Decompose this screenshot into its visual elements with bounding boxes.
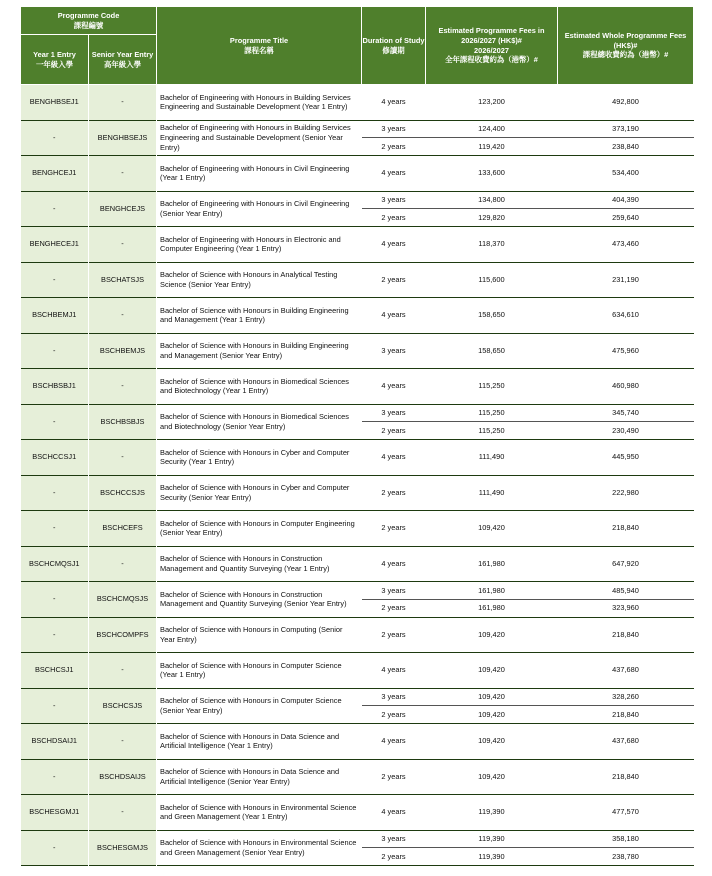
duration-label-zh: 修讀期 [382, 45, 405, 55]
table-row [21, 617, 694, 653]
whole-fee-cell: 404,390 [558, 191, 694, 209]
senior-entry-code: - [89, 440, 157, 476]
senior-entry-label: Senior Year Entry [91, 49, 154, 59]
annual-fee-label-zh: 全年課程收費約為（港幣）# [445, 55, 538, 65]
annual-fee-cell: 115,600 [426, 262, 558, 298]
programme-title: Bachelor of Science with Honours in Cyber and Computer Security (Year 1 Entry) [157, 440, 362, 476]
programme-title: Bachelor of Science with Honours in Biomedical Sciences and Biotechnology (Year 1 Entry) [157, 369, 362, 405]
annual-fee-cell: 123,200 [426, 85, 558, 121]
annual-fee-cell: 111,490 [426, 440, 558, 476]
senior-entry-code: BSCHCSJS [89, 688, 157, 724]
duration-cell: 3 years [362, 830, 426, 848]
senior-entry-code: BSCHCCSJS [89, 475, 157, 511]
table-row [21, 85, 694, 121]
year1-entry-code: BSCHBSBJ1 [21, 369, 89, 405]
year1-entry-code: BSCHCMQSJ1 [21, 546, 89, 582]
duration-cell: 2 years [362, 599, 426, 617]
duration-cell: 4 years [362, 724, 426, 760]
programme-code-header [21, 7, 157, 35]
senior-entry-code: BENGHBSEJS [89, 120, 157, 156]
duration-cell: 3 years [362, 688, 426, 706]
duration-cell: 4 years [362, 85, 426, 121]
annual-fee-cell: 134,800 [426, 191, 558, 209]
annual-fee-cell: 109,420 [426, 653, 558, 689]
programme-title: Bachelor of Engineering with Honours in Building Services Engineering and Sustainable Development (Senior Year Entry) [157, 120, 362, 156]
year1-entry-code: BSCHCCSJ1 [21, 440, 89, 476]
senior-entry-code: BSCHCMQSJS [89, 582, 157, 618]
table-row [21, 759, 694, 795]
duration-cell: 4 years [362, 227, 426, 263]
table-row [21, 724, 694, 760]
duration-cell: 2 years [362, 422, 426, 440]
duration-cell: 3 years [362, 582, 426, 600]
whole-fee-label: Estimated Whole Programme Fees (HK$)# [564, 31, 687, 50]
senior-entry-code: - [89, 369, 157, 405]
duration-cell: 2 years [362, 706, 426, 724]
duration-cell: 4 years [362, 546, 426, 582]
table-row [21, 369, 694, 405]
whole-fee-header [558, 7, 694, 85]
annual-fee-year: 2026/2027 [474, 45, 509, 55]
duration-cell: 2 years [362, 511, 426, 547]
annual-fee-cell: 119,390 [426, 848, 558, 866]
programme-title: Bachelor of Engineering with Honours in Electronic and Computer Engineering (Year 1 Entry) [157, 227, 362, 263]
programme-title: Bachelor of Science with Honours in Analytical Testing Science (Senior Year Entry) [157, 262, 362, 298]
annual-fee-label: Estimated Programme Fees in 2026/2027 (HK$)# [438, 26, 545, 45]
duration-cell: 3 years [362, 333, 426, 369]
programme-title-label: Programme Title [229, 35, 289, 45]
year1-entry-code: - [21, 191, 89, 227]
whole-fee-cell: 218,840 [558, 511, 694, 547]
senior-entry-code: BSCHBSBJS [89, 404, 157, 440]
year1-entry-label-zh: 一年級入學 [36, 59, 73, 69]
senior-entry-code: - [89, 227, 157, 263]
table-header [21, 7, 694, 85]
programme-title: Bachelor of Science with Honours in Cyber and Computer Security (Senior Year Entry) [157, 475, 362, 511]
whole-fee-label-zh: 課程總收費約為（港幣）# [582, 50, 669, 60]
senior-entry-code: - [89, 653, 157, 689]
table-row [21, 298, 694, 334]
year1-entry-code: BSCHDSAIJ1 [21, 724, 89, 760]
duration-cell: 4 years [362, 298, 426, 334]
year1-entry-code: - [21, 475, 89, 511]
annual-fee-cell: 158,650 [426, 333, 558, 369]
year1-entry-code: BENGHBSEJ1 [21, 85, 89, 121]
programme-title: Bachelor of Science with Honours in Computer Engineering (Senior Year Entry) [157, 511, 362, 547]
table-body [21, 85, 694, 866]
duration-label: Duration of Study [362, 35, 425, 45]
annual-fee-cell: 109,420 [426, 724, 558, 760]
whole-fee-cell: 437,680 [558, 724, 694, 760]
year1-entry-code: - [21, 333, 89, 369]
table-row [21, 688, 694, 706]
duration-cell: 4 years [362, 653, 426, 689]
annual-fee-cell: 129,820 [426, 209, 558, 227]
year1-entry-code: - [21, 830, 89, 866]
year1-entry-header [21, 35, 89, 85]
programme-title: Bachelor of Engineering with Honours in Civil Engineering (Year 1 Entry) [157, 156, 362, 192]
whole-fee-cell: 477,570 [558, 795, 694, 831]
senior-entry-code: - [89, 298, 157, 334]
year1-entry-code: BSCHBEMJ1 [21, 298, 89, 334]
annual-fee-cell: 161,980 [426, 582, 558, 600]
whole-fee-cell: 238,780 [558, 848, 694, 866]
duration-cell: 2 years [362, 848, 426, 866]
whole-fee-cell: 259,640 [558, 209, 694, 227]
whole-fee-cell: 473,460 [558, 227, 694, 263]
whole-fee-cell: 323,960 [558, 599, 694, 617]
duration-cell: 2 years [362, 617, 426, 653]
duration-cell: 4 years [362, 795, 426, 831]
year1-entry-label: Year 1 Entry [33, 49, 76, 59]
programme-title-header [157, 7, 362, 85]
programme-title: Bachelor of Science with Honours in Biomedical Sciences and Biotechnology (Senior Year Entry) [157, 404, 362, 440]
table-row [21, 546, 694, 582]
duration-header [362, 7, 426, 85]
whole-fee-cell: 218,840 [558, 706, 694, 724]
programme-title: Bachelor of Science with Honours in Environmental Science and Green Management (Year 1 Entry) [157, 795, 362, 831]
year1-entry-code: - [21, 617, 89, 653]
duration-cell: 4 years [362, 369, 426, 405]
annual-fee-cell: 109,420 [426, 706, 558, 724]
whole-fee-cell: 492,800 [558, 85, 694, 121]
programme-title: Bachelor of Science with Honours in Computing (Senior Year Entry) [157, 617, 362, 653]
annual-fee-cell: 124,400 [426, 120, 558, 138]
table-row [21, 262, 694, 298]
whole-fee-cell: 647,920 [558, 546, 694, 582]
whole-fee-cell: 445,950 [558, 440, 694, 476]
whole-fee-cell: 475,960 [558, 333, 694, 369]
year1-entry-code: - [21, 262, 89, 298]
annual-fee-cell: 109,420 [426, 688, 558, 706]
annual-fee-cell: 111,490 [426, 475, 558, 511]
programme-code-label-zh: 課程編號 [73, 20, 104, 30]
table-row [21, 511, 694, 547]
annual-fee-cell: 115,250 [426, 404, 558, 422]
whole-fee-cell: 328,260 [558, 688, 694, 706]
whole-fee-cell: 231,190 [558, 262, 694, 298]
programme-title: Bachelor of Science with Honours in Construction Management and Quantity Surveying (Senior Year Entry) [157, 582, 362, 618]
senior-entry-code: - [89, 546, 157, 582]
fees-table [20, 6, 694, 866]
year1-entry-code: - [21, 759, 89, 795]
duration-cell: 2 years [362, 209, 426, 227]
senior-entry-code: - [89, 85, 157, 121]
year1-entry-code: - [21, 511, 89, 547]
duration-cell: 4 years [362, 156, 426, 192]
duration-cell: 2 years [362, 475, 426, 511]
annual-fee-cell: 161,980 [426, 599, 558, 617]
annual-fee-cell: 109,420 [426, 759, 558, 795]
whole-fee-cell: 634,610 [558, 298, 694, 334]
senior-entry-code: BSCHCOMPFS [89, 617, 157, 653]
programme-title: Bachelor of Engineering with Honours in Civil Engineering (Senior Year Entry) [157, 191, 362, 227]
whole-fee-cell: 485,940 [558, 582, 694, 600]
programme-title: Bachelor of Science with Honours in Building Engineering and Management (Year 1 Entry) [157, 298, 362, 334]
senior-entry-code: BSCHDSAIJS [89, 759, 157, 795]
whole-fee-cell: 460,980 [558, 369, 694, 405]
table-row [21, 156, 694, 192]
annual-fee-header [426, 7, 558, 85]
whole-fee-cell: 437,680 [558, 653, 694, 689]
whole-fee-cell: 534,400 [558, 156, 694, 192]
table-row [21, 653, 694, 689]
senior-entry-code: - [89, 795, 157, 831]
table-row [21, 227, 694, 263]
annual-fee-cell: 115,250 [426, 422, 558, 440]
programme-code-label: Programme Code [57, 10, 120, 20]
year1-entry-code: - [21, 120, 89, 156]
annual-fee-cell: 109,420 [426, 511, 558, 547]
whole-fee-cell: 230,490 [558, 422, 694, 440]
table-row [21, 120, 694, 138]
annual-fee-cell: 115,250 [426, 369, 558, 405]
programme-title-label-zh: 課程名稱 [244, 45, 274, 55]
senior-entry-code: - [89, 156, 157, 192]
table-row [21, 795, 694, 831]
table-row [21, 333, 694, 369]
year1-entry-code: BSCHESGMJ1 [21, 795, 89, 831]
senior-entry-label-zh: 高年級入學 [104, 59, 141, 69]
senior-entry-code: BSCHESGMJS [89, 830, 157, 866]
annual-fee-cell: 161,980 [426, 546, 558, 582]
whole-fee-cell: 373,190 [558, 120, 694, 138]
annual-fee-cell: 158,650 [426, 298, 558, 334]
annual-fee-cell: 109,420 [426, 617, 558, 653]
duration-cell: 2 years [362, 138, 426, 156]
year1-entry-code: - [21, 404, 89, 440]
whole-fee-cell: 358,180 [558, 830, 694, 848]
table-row [21, 582, 694, 600]
senior-entry-header [89, 35, 157, 85]
year1-entry-code: BENGHCEJ1 [21, 156, 89, 192]
annual-fee-cell: 119,390 [426, 830, 558, 848]
whole-fee-cell: 222,980 [558, 475, 694, 511]
programme-title: Bachelor of Science with Honours in Data Science and Artificial Intelligence (Year 1 Entry) [157, 724, 362, 760]
programme-title: Bachelor of Science with Honours in Computer Science (Year 1 Entry) [157, 653, 362, 689]
annual-fee-cell: 118,370 [426, 227, 558, 263]
programme-title: Bachelor of Engineering with Honours in Building Services Engineering and Sustainable Development (Year 1 Entry) [157, 85, 362, 121]
year1-entry-code: - [21, 582, 89, 618]
duration-cell: 3 years [362, 120, 426, 138]
senior-entry-code: BENGHCEJS [89, 191, 157, 227]
programme-title: Bachelor of Science with Honours in Construction Management and Quantity Surveying (Year 1 Entry) [157, 546, 362, 582]
table-row [21, 830, 694, 848]
year1-entry-code: BSCHCSJ1 [21, 653, 89, 689]
annual-fee-cell: 119,390 [426, 795, 558, 831]
whole-fee-cell: 238,840 [558, 138, 694, 156]
duration-cell: 2 years [362, 759, 426, 795]
duration-cell: 4 years [362, 440, 426, 476]
table-row [21, 191, 694, 209]
whole-fee-cell: 218,840 [558, 759, 694, 795]
annual-fee-cell: 133,600 [426, 156, 558, 192]
whole-fee-cell: 345,740 [558, 404, 694, 422]
table-row [21, 475, 694, 511]
annual-fee-cell: 119,420 [426, 138, 558, 156]
year1-entry-code: BENGHECEJ1 [21, 227, 89, 263]
duration-cell: 3 years [362, 191, 426, 209]
programme-title: Bachelor of Science with Honours in Data Science and Artificial Intelligence (Senior Year Entry) [157, 759, 362, 795]
senior-entry-code: BSCHATSJS [89, 262, 157, 298]
year1-entry-code: - [21, 688, 89, 724]
duration-cell: 3 years [362, 404, 426, 422]
table-row [21, 404, 694, 422]
senior-entry-code: - [89, 724, 157, 760]
whole-fee-cell: 218,840 [558, 617, 694, 653]
programme-title: Bachelor of Science with Honours in Environmental Science and Green Management (Senior Year Entry) [157, 830, 362, 866]
programme-title: Bachelor of Science with Honours in Computer Science (Senior Year Entry) [157, 688, 362, 724]
programme-title: Bachelor of Science with Honours in Building Engineering and Management (Senior Year Entry) [157, 333, 362, 369]
table-row [21, 440, 694, 476]
duration-cell: 2 years [362, 262, 426, 298]
senior-entry-code: BSCHCEFS [89, 511, 157, 547]
senior-entry-code: BSCHBEMJS [89, 333, 157, 369]
